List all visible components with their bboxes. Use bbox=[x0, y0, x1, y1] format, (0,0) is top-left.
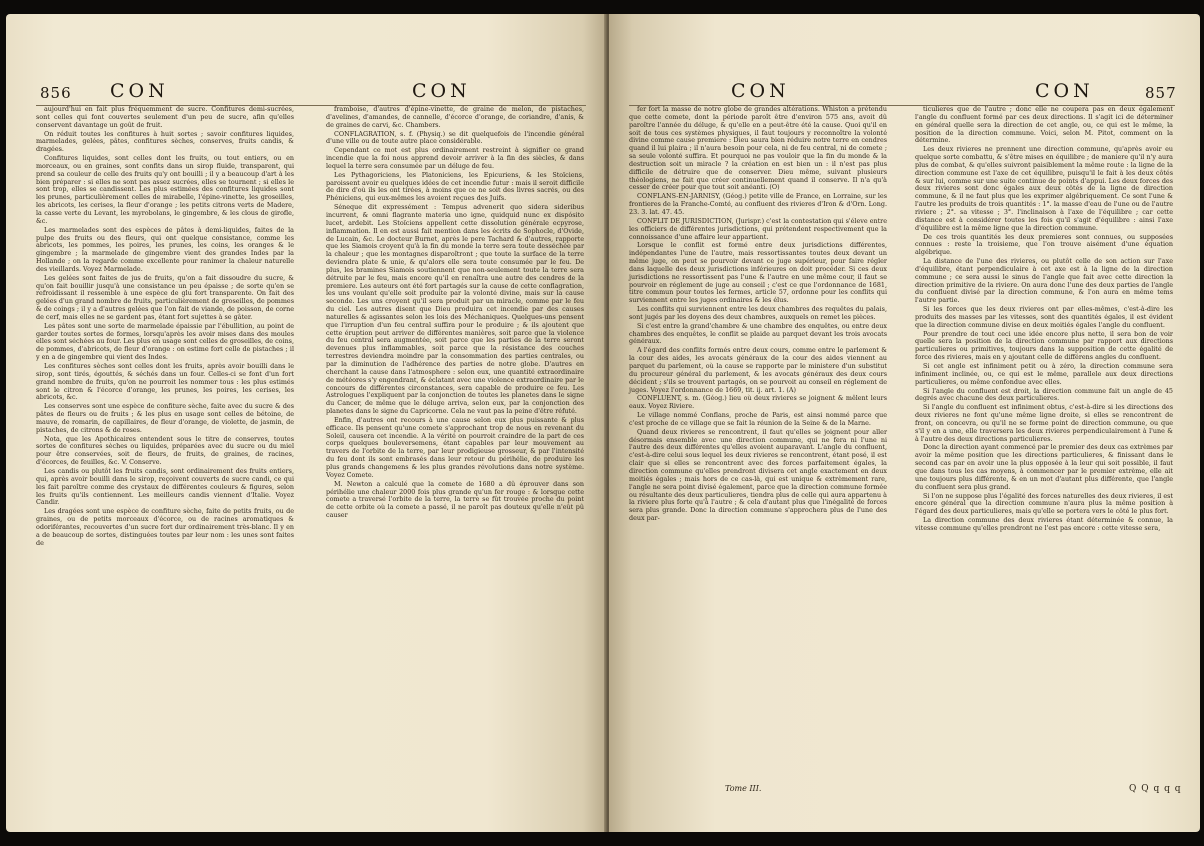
paragraph: La direction commune des deux rivieres étant déterminée & connue, la vitesse commune qu'elles prendront ne l'est pas encore : cette vitesse sera, bbox=[915, 516, 1173, 532]
paragraph: Enfin, d'autres ont recours à une cause selon eux plus puissante & plus efficace. Ils pensent qu'une comete s'approchant trop de nous en revenant du Soleil, causera cet incendie. A la vérité on pourroit craindre de la part de ces corps quelques bouleversemens, étant capables par leur mouvement au travers de l'orbite de la terre, par leur prodigieuse grosseur, & par l'intensité du feu dont ils sont embrasés dans leur retour du périhélie, de produire les plus grands changemens & les plus grandes révolutions dans notre système. Voyez Comete. bbox=[326, 415, 584, 479]
paragraph: CONFLANS-EN-JARNISY, (Géog.) petite ville de France, en Lorraine, sur les frontieres de la Franche-Comté, au confluent des rivieres d'Iron & d'Orn. Long. 23. 3. lat. 47. 45. bbox=[629, 192, 888, 216]
paragraph: Les pâtes sont une sorte de marmelade épaissie par l'ébullition, au point de garder toutes sortes de formes, lorsqu'après les avoir mises dans des moules elles sont séchées au four. Les plus en usage sont celles de groseilles, de coins, de pommes, d'abricots, de fleur d'orange : on estime fort celle de pistaches ; il y en a de gingembre qui vient des Indes. bbox=[36, 321, 294, 362]
paragraph: aujourd'hui en fait plus fréquemment de sucre. Confitures demi-sucrées, sont celles qui font couvertes seulement d'un peu de sucre, afin qu'elles conservent davantage un goût de fruit. bbox=[36, 105, 294, 129]
page-number-right: 857 bbox=[1145, 84, 1177, 102]
paragraph: Les Pythagoriciens, les Platoniciens, les Epicuriens, & les Stoïciens, paroissent avoir eu quelques idées de cet incendie futur : mais il seroit difficile de dire d'où ils les ont tirées, à moins que ce ne soit des livres sacrés, ou des Phéniciens, qui eux-mêmes les avoient reçues des Juifs. bbox=[326, 170, 584, 203]
paragraph: Les deux rivieres ne prennent une direction commune, qu'après avoir eu quelque sorte combattu, & s'être mises en équilibre ; de maniere qu'il n'y aura plus de combat, & qu'elles suivront paisiblement la même route : la ligne de la direction commune est l'axe de cet équilibre, puisqu'il le fait à les deux côtés & sur lui, comme sur une suite continue de points d'appui. Les deux forces des deux rivieres sont donc égales aux deux côtés de la ligne de direction commune, & il ne faut plus que les exprimer algébriquement. Ce sont l'une & l'autre les produits de trois quantités : 1°. la masse d'eau de l'une ou de l'autre riviere ; 2°. sa vitesse ; 3°. l'inclinaison à l'axe de l'équilibre ; car cette distance est à considérer toutes les fois qu'il s'agit d'équilibre : ainsi l'axe d'équilibre est la même ligne que la direction commune. bbox=[915, 145, 1173, 232]
tome-footer: Tome III. bbox=[725, 784, 762, 793]
paragraph: Donc la direction ayant commencé par le premier des deux cas extrèmes par avoir la même position que les directions particulieres, & finissant dans le second cas par en avoir une la plus opposée à la leur qui soit possible, il faut que dans tous les cas moyens, à commencer par le premier extrème, elle ait une toujours plus différente, & en un mot d'autant plus différente, que l'angle du confluent sera plus grand. bbox=[915, 443, 1173, 491]
paragraph: Si l'angle du confluent est droit, la direction commune fait un angle de 45 degrés avec chacune des deux particulieres. bbox=[915, 386, 1173, 403]
paragraph: ticulieres que de l'autre ; donc elle ne coupera pas en deux également l'angle du confluent formé par ces deux directions. Il s'agit ici de déterminer en général quelle sera la direction de cet angle, ou, ce qui est le même, la position de la direction commune. Voici, selon M. Pitot, comment on la détermine. bbox=[915, 105, 1173, 145]
paragraph: A l'égard des conflits formés entre deux cours, comme entre le parlement & la cour des aides, les avocats généraux de la cour des aides viennent au parquet du parlement, où la cause se rapporte par le ministere d'un substitut du procureur général du parlement, & les avocats généraux des deux cours décident ; s'ils se trouvent partagés, on se pourvoit au conseil en réglement de juges. Voyez l'ordonnance de 1669, tit. ij. art. 1. (A) bbox=[629, 346, 887, 394]
right-page bbox=[609, 14, 1200, 832]
paragraph: Lorsque le conflit est formé entre deux jurisdictions différentes, indépendantes l'une de l'autre, mais ressortissantes toutes deux devant un même juge, on peut se pourvoir devant ce juge supérieur, pour faire régler dans laquelle des deux jurisdictions inférieures on doit procéder. Si ces deux jurisdictions ne ressortissent pas l'une & l'autre en une même cour, il faut se pourvoir en réglement de juge au conseil ; c'est ce que l'ordonnance de 1681, titre commun pour toutes les fermes, article 57, ordonne pour les conflits qui surviennent entre les juges ordinaires & les élus. bbox=[629, 241, 887, 305]
paragraph: CONFLIT DE JURISDICTION, (Jurispr.) c'est la contestation qui s'éleve entre les officiers de différentes jurisdictions, qui prétendent respectivement que la connoissance d'une affaire leur appartient. bbox=[629, 216, 887, 241]
signature-mark: Q Q q q q bbox=[1129, 784, 1182, 794]
paragraph: Si cet angle est infiniment petit ou à zéro, la direction commune sera infiniment inclinée, ou, ce qui est le même, parallele aux deux directions particulieres, ou même confondue avec elles. bbox=[915, 362, 1173, 386]
paragraph: fer fort la masse de notre globe de grandes altérations. Whiston a prétendu que cette comete, dont la période paroît être d'environ 575 ans, avoit dû paroître l'année du déluge, & qu'elle en a peut-être été la cause. Quoi qu'il en soit de tous ces systèmes physiques, il faut toujours y reconnoître la volonté divine comme cause premiere : Dieu saura bien réduire notre terre en cendres quand il lui plaira ; il n'aura besoin pour cela, ni de feu central, ni de comete ; sa seule volonté suffira. Et pourquoi ne pas vouloir que la fin du monde & la destruction soit un miracle ? la création en est bien un : il n'est pas plus difficile de détruire que de conserver. Dieu même, suivant plusieurs théologiens, ne fait que créer continuellement quand il conserve. Il n'a qu'à cesser de créer pour que tout soit anéanti. (O) bbox=[629, 105, 887, 192]
running-head-left-1: CON bbox=[110, 80, 169, 102]
paragraph: CONFLAGRATION, s. f. (Physiq.) se dit quelquefois de l'incendie général d'une ville ou de toute autre place considérable. bbox=[326, 129, 584, 146]
paragraph: Les dragées sont une espèce de confiture sèche, faite de petits fruits, ou de graines, ou de petits morceaux d'écorce, ou de racines aromatiques & odoriférantes, recouvertes d'un sucre fort dur ordinairement très-blanc. Il y en a de beaucoup de sortes, distinguées toutes par leur nom : les unes sont faites de bbox=[36, 507, 294, 547]
paragraph: La distance de l'une des rivieres, ou plutôt celle de son action sur l'axe d'équilibre, étant perpendiculaire à cet axe est à la ligne de la direction commune ; ce sera aussi le sinus de l'angle que fait avec cette direction la direction primitive de la riviere. On aura donc l'une des deux parties de l'angle du confluent divisé par la direction commune, & l'on aura en même tems l'autre partie. bbox=[915, 257, 1173, 305]
running-head-right-1: CON bbox=[731, 80, 790, 102]
open-book bbox=[4, 6, 1198, 842]
paragraph: Confitures liquides, sont celles dont les fruits, ou tout entiers, ou en morceaux, ou en graines, sont confits dans un sirop fluide, transparent, qui prend sa couleur de celle des fruits qu'y ont bouilli ; il y a beaucoup d'art à les bien préparer : si elles ne sont pas assez sucrées, elles se tournent ; si elles le sont trop, elles se candissent. Les plus estimées des confitures liquides sont les prunes, particulièrement celles de mirabelle, l'épine-vinette, les groseilles, les abricots, les cerises, la fleur d'orange ; les petits citrons verts de Madere, la casse verte du Levant, les myrobolans, le gingembre, & les clous de girofle, &c. bbox=[36, 154, 294, 225]
paragraph: framboise, d'autres d'épine-vinette, de graine de melon, de pistaches, d'avelines, d'amandes, de cannelle, d'écorce d'orange, de coriandre, d'anis, & de graines de carvi, &c. Chambers. bbox=[326, 105, 584, 129]
paragraph: M. Newton a calculé que la comete de 1680 a dû éprouver dans son périhélie une chaleur 2000 fois plus grande qu'un fer rouge : & lorsque cette comete a traversé l'orbite de la terre, la terre se fût trouvée proche du point de cette orbite où la comete a passé, il ne paroît pas douteux qu'elle n'eût pû causer bbox=[326, 479, 584, 520]
paragraph: Les marmelades sont des espèces de pâtes à demi-liquides, faites de la pulpe des fruits ou des fleurs, qui ont quelque consistance, comme les abricots, les pommes, les poires, les prunes, les coins, les oranges & le gingembre ; la marmelade de gingembre vient des grandes Indes par la Hollande ; on la regarde comme excellente pour ranimer la chaleur naturelle des vieillards. Voyez Marmelade. bbox=[36, 225, 294, 273]
paragraph: Cependant ce mot est plus ordinairement restreint à signifier ce grand incendie que la foi nous apprend devoir arriver à la fin des siècles, & dans lequel la terre sera consumée par un déluge de feu. bbox=[326, 146, 584, 170]
paragraph: Nota, que les Apothicaires entendent sous le titre de conserves, toutes sortes de confitures sèches ou liquides, préparées avec du sucre ou du miel pour être conservées, soit de fleurs, de fruits, de graines, de racines, d'écorces, de feuilles, &c. V. Conserve. bbox=[36, 434, 294, 467]
running-head-left-2: CON bbox=[412, 80, 471, 102]
paragraph: Si l'angle du confluent est infiniment obtus, c'est-à-dire si les directions des deux rivieres ne font qu'une même ligne droite, si elles se rencontrent de front, on concevra, ou qu'il ne se forme point de direction commune, ou que s'il y en a une, elle traversera les deux rivieres perpendiculairement à l'une & à l'autre des deux directions particulieres. bbox=[915, 403, 1173, 443]
page-number-left: 856 bbox=[40, 84, 72, 102]
paragraph: Les conserves sont une espèce de confiture sèche, faite avec du sucre & des pâtes de fleurs ou de fruits ; & les plus en usage sont celles de bétoine, de mauve, de romarin, de capillaires, de fleur d'orange, de violette, de jasmin, de pistaches, de citrons & de roses. bbox=[36, 402, 294, 434]
paragraph: Séneque dit expressément : Tempus advenerit quo sidera sideribus incurrent, & omni flagrante materia uno igne, quidquid nunc ex dispósito lucet, ardebit. Les Stoïciens appellent cette dissolution générale ecpyrose, inflammation. Il en est aussi fait mention dans les écrits de Sophocle, d'Ovide, de Lucain, &c. Le docteur Burnet, après le pere Tachard & d'autres, rapporte que les Siamois croyent qu'à la fin du monde la terre sera toute desséchée par la chaleur ; que les montagnes disparoîtront ; que toute la surface de la terre deviendra plate & unie, & qu'alors elle sera toute consumée par le feu. De plus, les bramines Siamois soutiennent que non-seulement toute la terre sera détruite par le feu, mais encore qu'il en renaîtra une autre des cendres de la premiere. Les auteurs ont été fort partagés sur la cause de cette conflagration, les uns voulant qu'elle soit produite par la volonté divine, mais sur la cause seconde. Les uns croyent qu'il sera produit par un miracle, comme par le feu du ciel. Les autres disent que Dieu produira cet incendie par des causes naturelles & agissantes selon les lois des Méchaniques. Quelques-uns pensent que l'irruption d'un feu central suffira pour le produire ; & ils ajoutent que cette éruption peut arriver de différentes manières, soit parce que la violence du feu central sera augmentée, soit parce que les parties de la terre seront devenues plus inflammables, soit parce que la résistance des couches terrestres deviendra moindre par la consommation des parties centrales, ou par la diminution de l'adhérence des parties de notre globe. D'autres en cherchant la cause dans l'atmosphere : selon eux, une quantité extraordinaire de météores s'y engendrant, & éclatant avec une violence extraordinaire par le concours de différentes circonstances, sera capable de produire ce feu. Les Astrologues l'expliquent par la conjonction de toutes les planetes dans le signe du Cancer, de même que le déluge arriva, selon eux, par la conjonction des planetes dans le signe du Capricorne. Cela ne vaut pas la peine d'être réfuté. bbox=[326, 203, 584, 416]
paragraph: Pour prendre de tout ceci une idée encore plus nette, il sera bon de voir quelle sera la position de la direction commune par rapport aux directions particulieres ou primitives, toujours dans la supposition de cette égalité de force des rivieres, mais en y ajoutant celle de différens angles du confluent. bbox=[915, 329, 1173, 362]
paragraph: CONFLUENT, s. m. (Géog.) lieu où deux rivieres se joignent & mêlent leurs eaux. Voyez Riviere. bbox=[629, 394, 887, 411]
paragraph: De ces trois quantités les deux premieres sont connues, ou supposées connues : reste la troisieme, que l'on trouve aisément d'une équation algébrique. bbox=[915, 232, 1173, 257]
paragraph: Les gelées sont faites de jus de fruits, qu'on a fait dissoudre du sucre, & qu'on fait bouillir jusqu'à une consistance un peu épaisse ; de sorte qu'en se refroidissant il ressemble à une espèce de glu fort transparente. On fait des gelées d'un grand nombre de fruits, particulièrement de groseilles, de pommes & de coings ; il y a d'autres gelées que l'on fait de viande, de poisson, de corne de cerf, mais elles ne se gardent pas, étant fort sujettes à se gâter. bbox=[36, 273, 294, 321]
running-head-right-2: CON bbox=[1035, 80, 1094, 102]
paragraph: Quand deux rivieres se rencontrent, il faut qu'elles se joignent pour aller désormais ensemble avec une direction commune, qui ne fera ni l'une ni l'autre des deux différentes qu'elles avoient auparavant. L'angle du confluent, c'est-à-dire celui sous lequel les deux rivieres se rencontrent, étant posé, il est clair que si elles se rencontrent avec des forces parfaitement égales, la direction commune qu'elles prendront divisera cet angle exactement en deux moitiés égales ; mais hors de ce cas-là, qui est unique & extrèmement rare, l'angle ne sera point divisé également, parce que la direction commune formée ou résultante des deux particulieres, tiendra plus de celle qui aura appartenu à la riviere plus forte qu'à l'autre ; & cela d'autant plus que l'inégalité de forces sera plus grande. Donc la direction commune s'approchera plus de l'une des deux par- bbox=[629, 427, 887, 523]
left-page bbox=[6, 14, 607, 832]
paragraph: Les candis ou plutôt les fruits candis, sont ordinairement des fruits entiers, qui, après avoir bouilli dans le sirop, reçoivent couverts de sucre candi, ce qui les fait paroître comme des crystaux de différentes couleurs & figures, selon les fruits qu'ils contiennent. Les meilleurs candis viennent d'Italie. Voyez Candir. bbox=[36, 466, 294, 507]
paragraph: Si les forces que les deux rivieres ont par elles-mêmes, c'est-à-dire les produits des masses par les vitesses, sont des quantités égales, il est évident que la direction commune divise en deux moitiés égales l'angle du confluent. bbox=[915, 305, 1173, 329]
paragraph: Si l'on ne suppose plus l'égalité des forces naturelles des deux rivieres, il est encore général que la direction commune n'aura plus la même position à l'égard des deux particulieres, mais qu'elle se portera vers le côté le plus fort. bbox=[915, 491, 1173, 516]
paragraph: Les conflits qui surviennent entre les deux chambres des requêtes du palais, sont jugés par les doyens des deux chambres, auxquels on remet les pièces. bbox=[629, 305, 887, 321]
paragraph: Si c'est entre la grand'chambre & une chambre des enquêtes, ou entre deux chambres des enquêtes, le conflit se plaide au parquet devant les trois avocats généraux. bbox=[629, 321, 887, 346]
right-page-column-2 bbox=[915, 106, 1173, 534]
paragraph: Les confitures sèches sont celles dont les fruits, après avoir bouilli dans le sirop, sont tirés, égouttés, & séchés dans un four. Celles-ci se font d'un fort grand nombre de fruits, qu'on ne pourroit les nommer tous : les plus estimés sont le citron & l'écorce d'orange, les prunes, les poires, les cerises, les abricots, &c. bbox=[36, 362, 294, 402]
right-page-column-1 bbox=[629, 106, 887, 524]
paragraph: Le village nommé Conflans, proche de Paris, est ainsi nommé parce que c'est proche de ce village que se fait la réunion de la Seine & de la Marne. bbox=[629, 411, 887, 427]
left-page-column-2 bbox=[326, 106, 584, 521]
paragraph: On réduit toutes les confitures à huit sortes ; savoir confitures liquides, marmelades, gelées, pâtes, confitures sèches, conserves, fruits candis, & dragées. bbox=[36, 129, 294, 154]
left-page-column-1 bbox=[36, 106, 294, 548]
